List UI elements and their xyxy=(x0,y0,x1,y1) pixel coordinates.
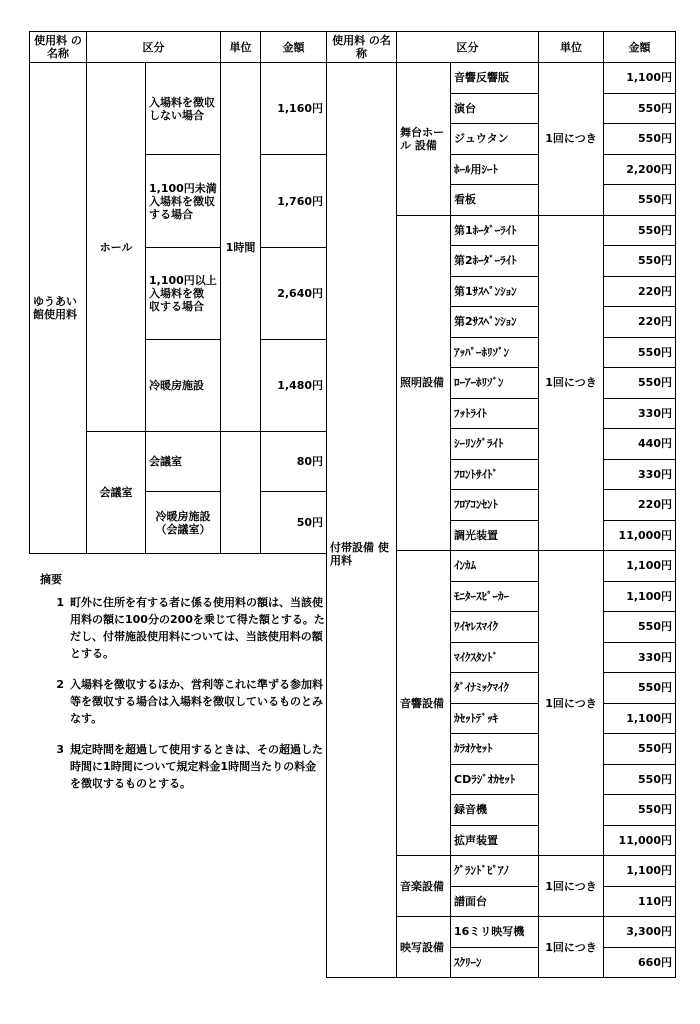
equipment-item-label: 演台 xyxy=(451,93,539,124)
note-text: 入場料を徴収するほか、営利等これに準ずる参加料等を徴収する場合は入場料を徴収しているものとみなす。 xyxy=(70,678,323,725)
equipment-item-label: 第1ｻｽﾍﾟﾝｼｮﾝ xyxy=(451,276,539,307)
equipment-item-label: ｼｰﾘﾝｸﾞﾗｲﾄ xyxy=(451,429,539,460)
equipment-group-name: 照明設備 xyxy=(397,215,451,551)
equipment-item-label: ｱｯﾊﾟｰﾎﾘｿﾞﾝ xyxy=(451,337,539,368)
hall-row-label: 1,100円未満 入場料を徴収 する場合 xyxy=(146,155,221,248)
note-text: 規定時間を超過して使用するときは、その超過した時間に1時間について規定料金1時間当たりの料金を徴収するものとする。 xyxy=(70,743,323,790)
equipment-item-amount: 550円 xyxy=(604,185,676,216)
equipment-item-label: 16ミリ映写機 xyxy=(451,917,539,948)
meeting-row-label: 冷暖房施設 （会議室） xyxy=(146,492,221,554)
equipment-item-amount: 550円 xyxy=(604,764,676,795)
facility-fee-table xyxy=(29,31,327,554)
equipment-item-label: 第1ﾎｰﾀﾞｰﾗｲﾄ xyxy=(451,215,539,246)
equipment-group-name: 映写設備 xyxy=(397,917,451,978)
meeting-row-amount: 80円 xyxy=(261,432,327,492)
equipment-item-label: 録音機 xyxy=(451,795,539,826)
equipment-item-label: ﾌﾛﾝﾄｻｲﾄﾞ xyxy=(451,459,539,490)
note-number: 1 xyxy=(56,596,64,609)
note-number: 2 xyxy=(56,678,64,691)
equipment-rows xyxy=(327,63,676,978)
equipment-item-amount: 3,300円 xyxy=(604,917,676,948)
equipment-item-amount: 550円 xyxy=(604,795,676,826)
equipment-item-label: ｽｸﾘｰﾝ xyxy=(451,947,539,978)
header-category: 区分 xyxy=(397,32,539,63)
equipment-item-amount: 550円 xyxy=(604,368,676,399)
equipment-group-unit: 1回につき xyxy=(539,63,604,216)
equipment-item-amount: 1,100円 xyxy=(604,581,676,612)
equipment-item-label: ﾎｰﾙ用ｼｰﾄ xyxy=(451,154,539,185)
equipment-group-unit: 1回につき xyxy=(539,917,604,978)
header-category: 区分 xyxy=(87,32,221,63)
equipment-item-amount: 550円 xyxy=(604,246,676,277)
equipment-item-label: 調光装置 xyxy=(451,520,539,551)
meeting-unit-cell xyxy=(221,432,261,554)
equipment-group-unit: 1回につき xyxy=(539,856,604,917)
equipment-item-label: ｶﾗｵｹｾｯﾄ xyxy=(451,734,539,765)
fee-name-cell: ゆうあい 館使用料 xyxy=(30,63,87,554)
note-item xyxy=(40,741,325,792)
hall-row-amount: 2,640円 xyxy=(261,248,327,340)
equipment-item-label: 第2ﾎｰﾀﾞｰﾗｲﾄ xyxy=(451,246,539,277)
equipment-item-amount: 11,000円 xyxy=(604,825,676,856)
equipment-item-label: 第2ｻｽﾍﾟﾝｼｮﾝ xyxy=(451,307,539,338)
hall-row-amount: 1,480円 xyxy=(261,340,327,432)
equipment-fee-table xyxy=(326,31,676,978)
equipment-item-label: ｲﾝｶﾑ xyxy=(451,551,539,582)
equipment-item-amount: 1,100円 xyxy=(604,63,676,94)
header-name: 使用料 の名称 xyxy=(30,32,87,63)
equipment-item-amount: 440円 xyxy=(604,429,676,460)
hall-row-label: 入場料を徴収 しない場合 xyxy=(146,63,221,155)
equipment-group-unit: 1回につき xyxy=(539,551,604,856)
equipment-item-amount: 1,100円 xyxy=(604,551,676,582)
equipment-item-amount: 2,200円 xyxy=(604,154,676,185)
equipment-item-amount: 550円 xyxy=(604,93,676,124)
equipment-group-unit: 1回につき xyxy=(539,215,604,551)
equipment-item-amount: 220円 xyxy=(604,307,676,338)
hall-row-amount: 1,760円 xyxy=(261,155,327,248)
equipment-item-label: ﾌﾛｱｺﾝｾﾝﾄ xyxy=(451,490,539,521)
meeting-room-cell: 会議室 xyxy=(87,432,146,554)
equipment-item-amount: 11,000円 xyxy=(604,520,676,551)
hall-row-label: 1,100円以上 入場料を徴 収する場合 xyxy=(146,248,221,340)
equipment-item-amount: 550円 xyxy=(604,734,676,765)
equipment-item-amount: 550円 xyxy=(604,673,676,704)
equipment-item-label: CDﾗｼﾞｵｶｾｯﾄ xyxy=(451,764,539,795)
note-text: 町外に住所を有する者に係る使用料の額は、当該使用料の額に100分の200を乗じて得た額とする。ただし、付帯施設使用料については、当該使用料の額とする。 xyxy=(70,596,325,660)
equipment-item-label: 拡声装置 xyxy=(451,825,539,856)
header-amount: 金額 xyxy=(261,32,327,63)
equipment-item-label: ｸﾞﾗﾝﾄﾞﾋﾟｱﾉ xyxy=(451,856,539,887)
equipment-item-amount: 550円 xyxy=(604,215,676,246)
equipment-fee-name-cell: 付帯設備 使用料 xyxy=(327,63,397,978)
header-unit: 単位 xyxy=(221,32,261,63)
equipment-item-label: ジュウタン xyxy=(451,124,539,155)
equipment-item-amount: 550円 xyxy=(604,124,676,155)
equipment-item-label: 看板 xyxy=(451,185,539,216)
hall-unit-cell: 1時間 xyxy=(221,63,261,432)
notes-title: 摘要 xyxy=(40,573,62,586)
equipment-item-label: ﾓﾆﾀｰｽﾋﾟｰｶｰ xyxy=(451,581,539,612)
equipment-item-label: ｶｾｯﾄﾃﾞｯｷ xyxy=(451,703,539,734)
equipment-item-label: ﾌｯﾄﾗｲﾄ xyxy=(451,398,539,429)
hall-cell: ホール xyxy=(87,63,146,432)
equipment-item-amount: 660円 xyxy=(604,947,676,978)
header-amount: 金額 xyxy=(604,32,676,63)
note-item xyxy=(40,594,325,662)
equipment-item-label: 音響反響版 xyxy=(451,63,539,94)
equipment-item-amount: 330円 xyxy=(604,642,676,673)
equipment-item-label: ﾜｲﾔﾚｽﾏｲｸ xyxy=(451,612,539,643)
header-name: 使用料 の名称 xyxy=(327,32,397,63)
equipment-item-label: ﾀﾞｲﾅﾐｯｸﾏｲｸ xyxy=(451,673,539,704)
meeting-row-label: 会議室 xyxy=(146,432,221,492)
equipment-group-name: 舞台ホール 設備 xyxy=(397,63,451,216)
equipment-group-name: 音楽設備 xyxy=(397,856,451,917)
equipment-item-amount: 550円 xyxy=(604,337,676,368)
equipment-item-label: ﾏｲｸｽﾀﾝﾄﾞ xyxy=(451,642,539,673)
equipment-item-amount: 220円 xyxy=(604,276,676,307)
equipment-item-amount: 1,100円 xyxy=(604,856,676,887)
equipment-item-amount: 1,100円 xyxy=(604,703,676,734)
hall-row-label: 冷暖房施設 xyxy=(146,340,221,432)
notes-section xyxy=(40,571,325,806)
equipment-item-label: ﾛｰｱｰﾎﾘｿﾞﾝ xyxy=(451,368,539,399)
equipment-item-amount: 330円 xyxy=(604,398,676,429)
equipment-item-amount: 330円 xyxy=(604,459,676,490)
equipment-item-label: 譜面台 xyxy=(451,886,539,917)
meeting-row-amount: 50円 xyxy=(261,492,327,554)
note-item xyxy=(40,676,325,727)
header-unit: 単位 xyxy=(539,32,604,63)
equipment-item-amount: 110円 xyxy=(604,886,676,917)
equipment-group-name: 音響設備 xyxy=(397,551,451,856)
note-number: 3 xyxy=(56,743,64,756)
equipment-item-amount: 550円 xyxy=(604,612,676,643)
equipment-item-amount: 220円 xyxy=(604,490,676,521)
hall-row-amount: 1,160円 xyxy=(261,63,327,155)
